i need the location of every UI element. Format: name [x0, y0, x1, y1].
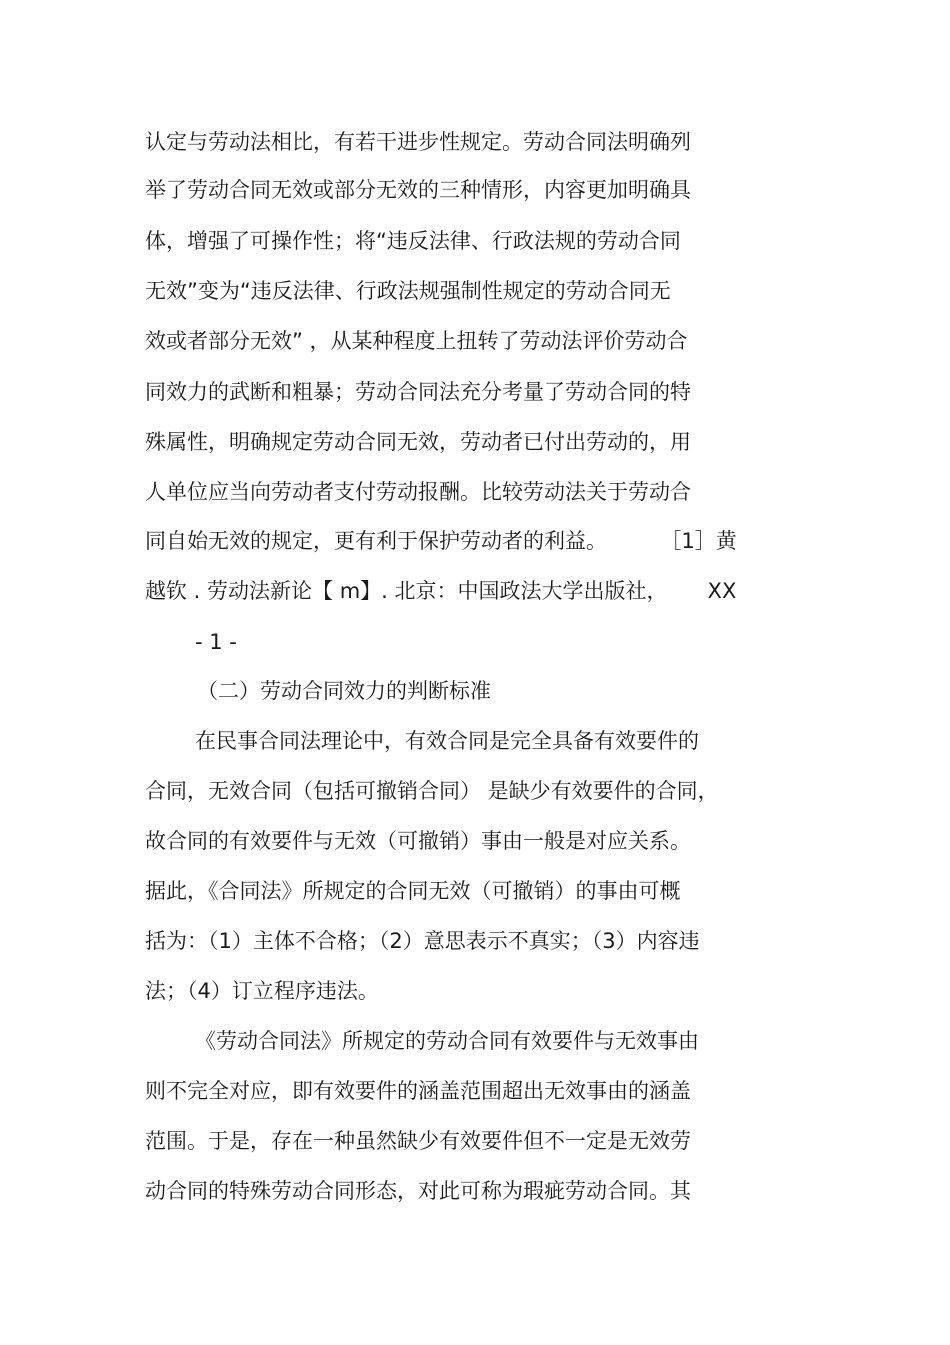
paragraph-1-line-10: 越钦 . 劳动法新论【 m】. 北京：中国政法大学出版社， XX [145, 579, 737, 603]
paragraph-3-line-4: 动合同的特殊劳动合同形态，对此可称为瑕疵劳动合同。其 [145, 1179, 691, 1203]
paragraph-1-line-6: 同效力的武断和粗暴；劳动合同法充分考量了劳动合同的特 [145, 380, 691, 404]
paragraph-1-line-3: 体，增强了可操作性；将“违反法律、行政法规的劳动合同 [145, 229, 681, 253]
paragraph-1-line-1: 认定与劳动法相比，有若干进步性规定。劳动合同法明确列 [145, 130, 691, 154]
page-number: - 1 - [195, 630, 237, 654]
paragraph-2-line-3: 故合同的有效要件与无效（可撤销）事由一般是对应关系。 [145, 829, 691, 853]
paragraph-1-line-7: 殊属性，明确规定劳动合同无效，劳动者已付出劳动的，用 [145, 430, 691, 454]
paragraph-1-line-9: 同自始无效的规定，更有利于保护劳动者的利益。 ［1］黄 [145, 529, 737, 553]
paragraph-2-line-6: 法；（4）订立程序违法。 [145, 979, 379, 1003]
paragraph-3-line-1: 《劳动合同法》所规定的劳动合同有效要件与无效事由 [195, 1029, 699, 1053]
paragraph-1-line-4: 无效”变为“违反法律、行政法规强制性规定的劳动合同无 [145, 279, 671, 303]
paragraph-3-line-2: 则不完全对应，即有效要件的涵盖范围超出无效事由的涵盖 [145, 1079, 691, 1103]
paragraph-1-line-5: 效或者部分无效” ，从某种程度上扭转了劳动法评价劳动合 [145, 329, 688, 353]
paragraph-2-line-5: 括为：（1）主体不合格；（2）意思表示不真实；（3）内容违 [145, 929, 700, 953]
paragraph-1-line-8: 人单位应当向劳动者支付劳动报酬。比较劳动法关于劳动合 [145, 480, 691, 504]
paragraph-2-line-1: 在民事合同法理论中，有效合同是完全具备有效要件的 [195, 729, 699, 753]
section-heading: （二）劳动合同效力的判断标准 [197, 679, 491, 703]
paragraph-2-line-4: 据此，《合同法》所规定的合同无效（可撤销）的事由可概 [145, 879, 681, 903]
paragraph-2-line-2: 合同，无效合同（包括可撤销合同） 是缺少有效要件的合同， [145, 779, 719, 803]
paragraph-3-line-3: 范围。于是，存在一种虽然缺少有效要件但不一定是无效劳 [145, 1129, 691, 1153]
paragraph-1-line-2: 举了劳动合同无效或部分无效的三种情形，内容更加明确具 [145, 178, 691, 202]
